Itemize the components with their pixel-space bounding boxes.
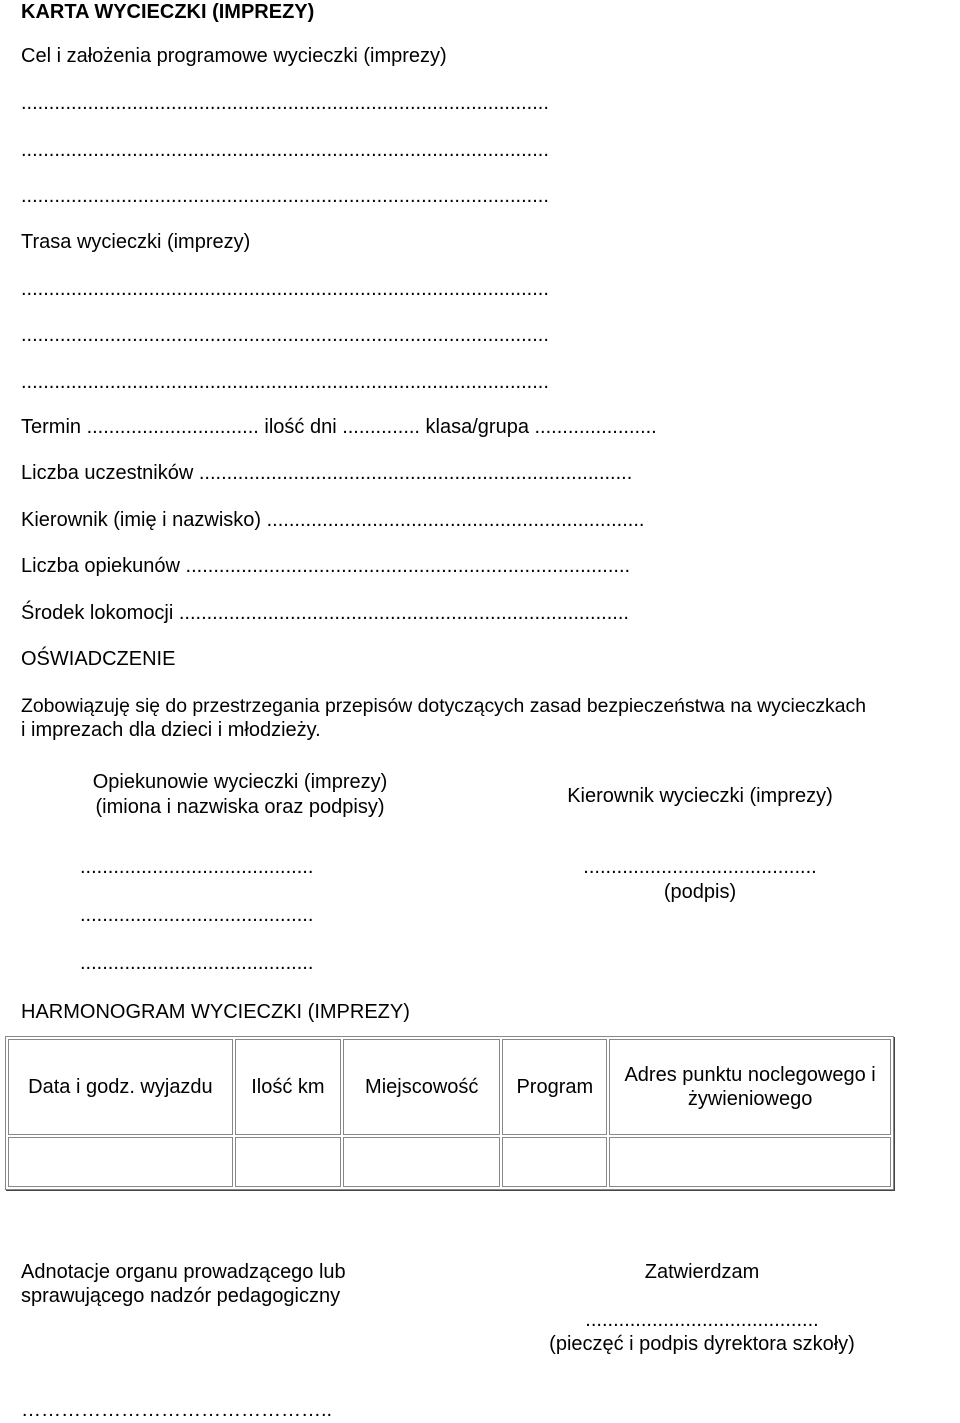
col-header-place: Miejscowość	[343, 1039, 500, 1135]
col-header-address: Adres punktu noclegowego i żywieniowego	[609, 1039, 891, 1135]
guardian-signature-line-1[interactable]: ..........................................	[80, 856, 314, 878]
leader-signature-caption: (podpis)	[663, 881, 737, 903]
leader-field[interactable]: Kierownik (imię i nazwisko) ....................................................................	[21, 509, 645, 531]
declaration-text-1: Zobowiązuję się do przestrzegania przepisów dotyczących zasad bezpieczeństwa na wycieczkach	[21, 695, 866, 717]
participants-field[interactable]: Liczba uczestników ..............................................................................	[21, 462, 633, 484]
schedule-header-row	[8, 1039, 891, 1135]
transport-field[interactable]: Środek lokomocji .................................................................................	[21, 602, 629, 624]
leader-signature-title: Kierownik wycieczki (imprezy)	[567, 785, 833, 807]
route-line-1[interactable]: ...............................................................................................	[21, 278, 549, 300]
guardians-signature-subtitle: (imiona i nazwiska oraz podpisy)	[95, 796, 385, 818]
col-header-date: Data i godz. wyjazdu	[8, 1039, 233, 1135]
leader-signature-line[interactable]: ..........................................	[583, 856, 817, 878]
approve-label: Zatwierdzam	[644, 1261, 760, 1283]
goals-label: Cel i założenia programowe wycieczki (imprezy)	[21, 45, 447, 67]
col-header-km: Ilość km	[235, 1039, 341, 1135]
route-label: Trasa wycieczki (imprezy)	[21, 231, 251, 253]
notes-line[interactable]: ………………………………………..	[21, 1399, 333, 1421]
table-cell[interactable]	[235, 1137, 341, 1187]
approve-signature-line[interactable]: ..........................................	[585, 1309, 819, 1331]
col-header-program: Program	[502, 1039, 607, 1135]
goals-line-3[interactable]: ...............................................................................................	[21, 185, 549, 207]
table-cell[interactable]	[343, 1137, 500, 1187]
schedule-heading: HARMONOGRAM WYCIECZKI (IMPREZY)	[21, 1001, 410, 1023]
goals-line-1[interactable]: ...............................................................................................	[21, 92, 549, 114]
termin-field[interactable]: Termin ............................... ilość dni .............. klasa/grupa ......................	[21, 416, 657, 438]
guardian-signature-line-2[interactable]: ..........................................	[80, 904, 314, 926]
notes-label-1: Adnotacje organu prowadzącego lub	[21, 1261, 346, 1283]
document-title: KARTA WYCIECZKI (IMPREZY)	[21, 1, 315, 23]
declaration-text-2: i imprezach dla dzieci i młodzieży.	[21, 719, 321, 741]
schedule-table	[5, 1036, 894, 1190]
table-cell[interactable]	[609, 1137, 891, 1187]
guardians-count-field[interactable]: Liczba opiekunów ................................................................................	[21, 555, 631, 577]
notes-label-2: sprawującego nadzór pedagogiczny	[21, 1285, 341, 1307]
table-cell[interactable]	[8, 1137, 233, 1187]
declaration-heading: OŚWIADCZENIE	[21, 648, 176, 670]
approve-caption: (pieczęć i podpis dyrektora szkoły)	[549, 1333, 855, 1355]
guardians-signature-title: Opiekunowie wycieczki (imprezy)	[92, 771, 388, 793]
goals-line-2[interactable]: ...............................................................................................	[21, 139, 549, 161]
table-cell[interactable]	[502, 1137, 607, 1187]
route-line-3[interactable]: ...............................................................................................	[21, 371, 549, 393]
guardian-signature-line-3[interactable]: ..........................................	[80, 952, 314, 974]
route-line-2[interactable]: ...............................................................................................	[21, 324, 549, 346]
table-row	[8, 1137, 891, 1187]
